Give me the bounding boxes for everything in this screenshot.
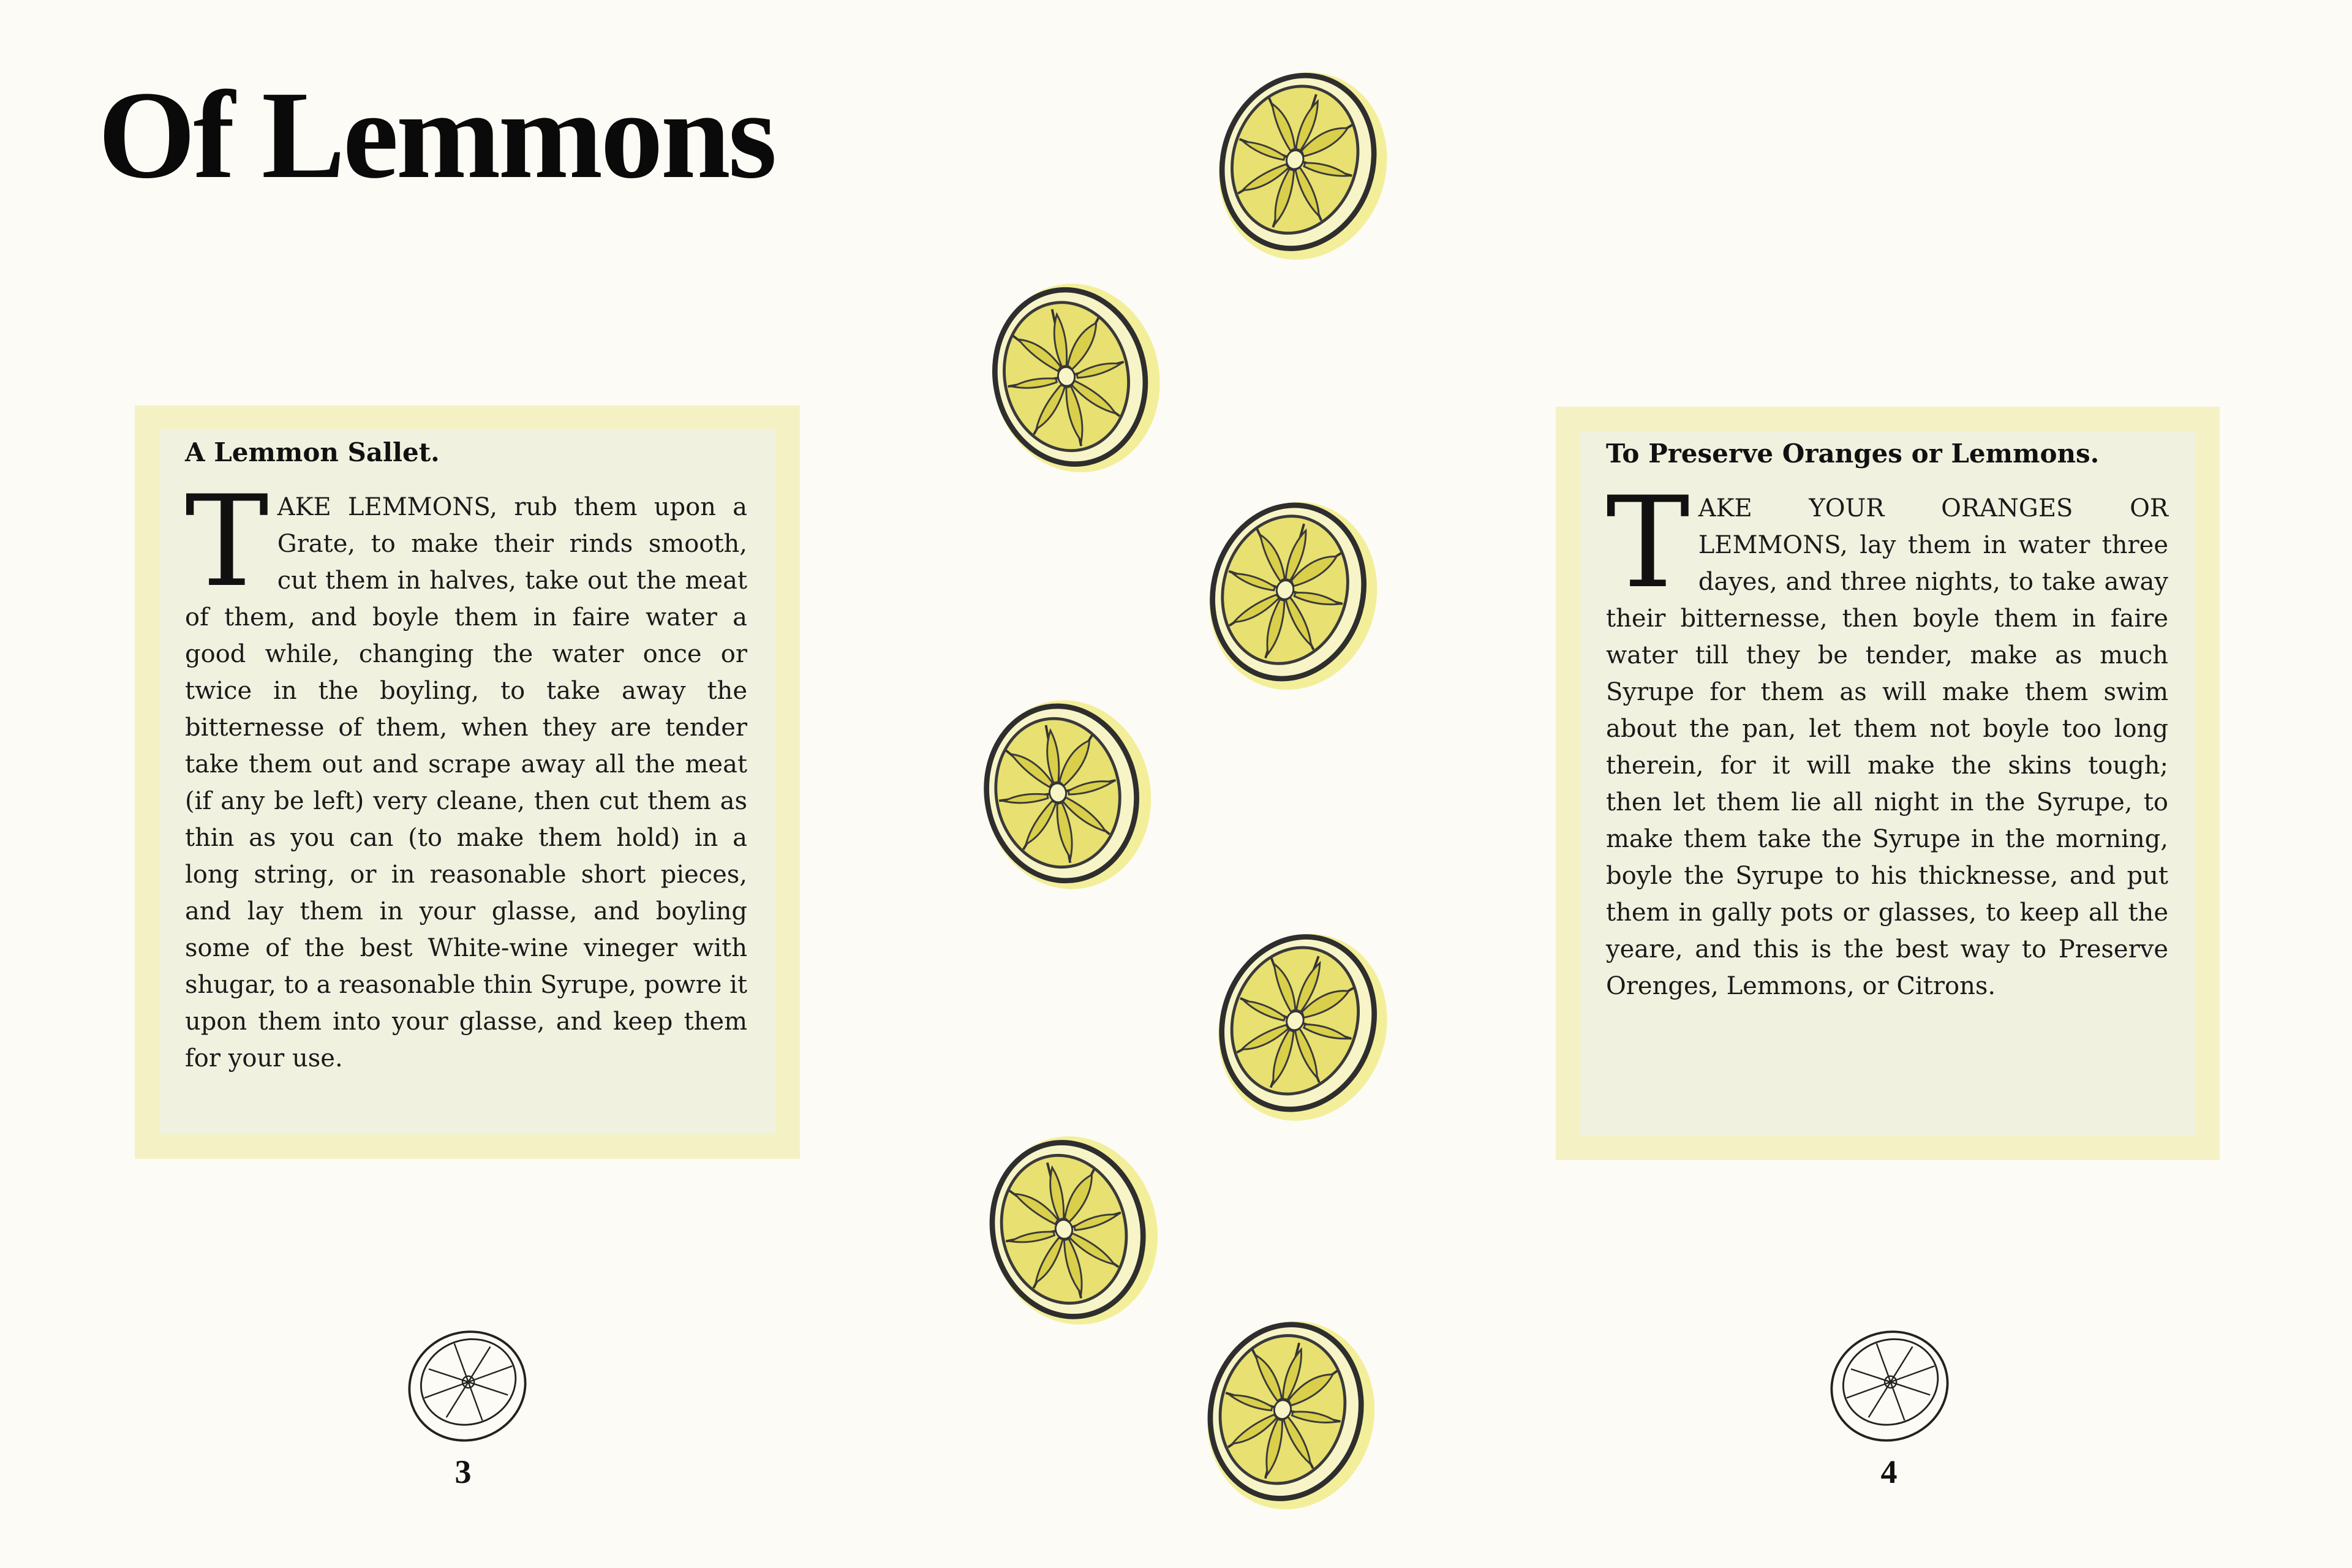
drop-cap: T [1606,470,1690,616]
drop-cap: T [185,469,269,615]
lemon-slice-icon [1176,470,1403,714]
lemon-slice-icon [1176,1292,1397,1531]
recipe-body-text: AKE LEMMONS, rub them upon a Grate, to make their rinds smooth, cut them in halves, take out the meat of them, and boyle them in faire water a good while, changing the water once or twice in the boyling, to take away the bitternesse of them, when they are tender take them out and scrape away all the meat (if any be left) very cleane, then cut them as thin as you can (to make them hold) in a long string, or in reasonable short pieces, and lay them in your glasse, and boyling some of the best White-wine vineger with shugar, to a reasonable thin Syrupe, powre it upon them into your glasse, and keep them for your use. [185,493,747,1072]
recipe-body-text: AKE YOUR ORANGES OR LEMMONS, lay them in water three dayes, and three nights, to take away their bitternesse, then boyle them in faire water till they be tender, make as much Syrupe for them as will make them swim about the pan, let them not boyle too long therein, for it will make the skins tough; then let them lie all night in the Syrupe, to make them take the Syrupe in the morning, boyle the Syrupe to his thicknesse, and put them in gally pots or glasses, to keep all the yeare, and this is the best way to Preserve Orenges, Lemmons, or Citrons. [1606,494,2168,1000]
page-number-left: 3 [454,1453,472,1490]
recipe-box-right [1556,407,2220,1160]
lemon-slice-icon [1183,39,1415,285]
recipe-heading: A Lemmon Sallet. [185,437,440,467]
recipe-text [185,469,747,1077]
recipe-box-left [135,405,800,1159]
page-title: Of Lemmons [98,66,775,205]
page-number-right: 4 [1880,1453,1898,1490]
lemon-slice-icon [963,259,1179,494]
recipe-text [1606,470,2168,1005]
lemon-slice-icon [958,678,1168,908]
lemon-slice-icon [1181,898,1417,1148]
recipe-heading: To Preserve Oranges or Lemmons. [1606,439,2100,469]
lemon-outline-icon [1825,1322,1954,1450]
lemon-outline-icon [403,1322,532,1450]
lemon-slice-icon [958,1110,1179,1349]
